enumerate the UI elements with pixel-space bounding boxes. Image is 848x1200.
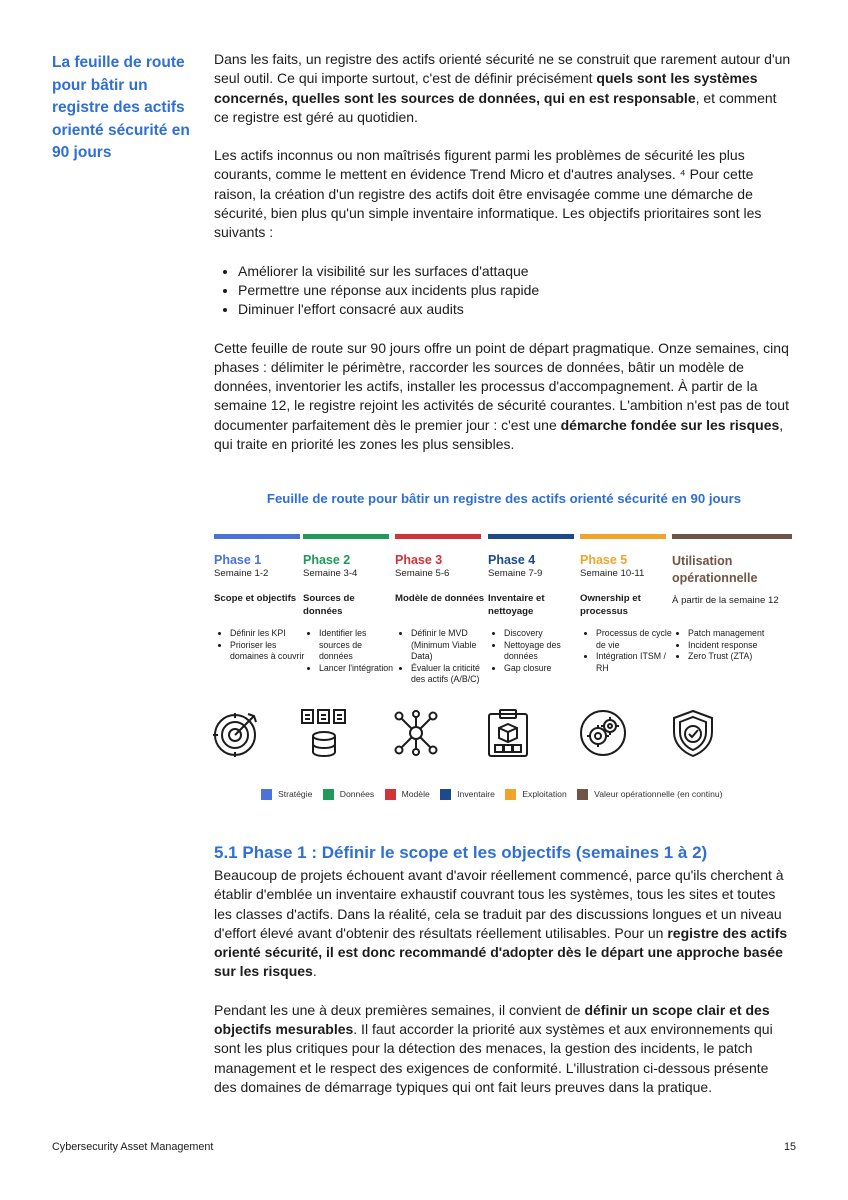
phase-topic: Ownership et processus — [580, 593, 641, 617]
page-number: 15 — [783, 1141, 796, 1153]
database-documents-icon — [299, 708, 349, 758]
list-item: • Processus de cycle de vie — [596, 628, 674, 651]
legend-swatch — [577, 789, 588, 800]
phase-4-column — [488, 534, 574, 673]
intro-paragraph-3: Cette feuille de route sur 90 jours offre un point de départ pragmatique. Onze semaines, cinq phases : délimiter le périmètre, raccorder les sources de données, bâtir un modèle de données, inventorier les actifs, installer les processus d'accompagnement. À partir de la semaine 12, le registre rejoint les activités de sécurité courantes. L'ambition n'est pas de tout documenter parfaitement dès le premier jour : c'est une démarche fondée sur les risques, qui traite en priorité les zones les plus sensibles. — [214, 339, 789, 453]
list-item: • Discovery — [504, 628, 582, 640]
phase-color-bar — [395, 534, 481, 539]
legend-swatch — [440, 789, 451, 800]
legend-item-inventaire: Inventaire — [440, 789, 495, 800]
legend-swatch — [323, 789, 334, 800]
phase-name: Phase 1 — [214, 553, 262, 567]
section-heading: 5.1 Phase 1 : Définir le scope et les objectifs (semaines 1 à 2) — [214, 843, 708, 862]
legend-item-exploitation: Exploitation — [505, 789, 566, 800]
phase-color-bar — [672, 534, 792, 539]
phase-color-bar — [580, 534, 666, 539]
legend-item-modele: Modèle — [385, 789, 430, 800]
legend-swatch — [385, 789, 396, 800]
intro-paragraph-1: Dans les faits, un registre des actifs orienté sécurité ne se construit que rarement autour d'un seul outil. Ce qui importe surtout, c'est de définir précisément quels sont les systèmes concernés, quelles sont les sources de données, qui en est responsable, et comment ce registre est géré au quotidien. — [214, 51, 791, 125]
phase-1-column — [214, 534, 305, 661]
list-item: • Zero Trust (ZTA) — [688, 651, 788, 663]
phase-items — [488, 628, 582, 674]
phase-items — [672, 628, 788, 663]
phase-color-bar — [303, 534, 389, 539]
operational-column — [672, 534, 792, 661]
phase-items — [580, 628, 674, 674]
phase-topic: Sources de données — [303, 593, 355, 617]
legend-swatch — [505, 789, 516, 800]
phase-name: Phase 2 — [303, 553, 351, 567]
legend-item-valeur: Valeur opérationnelle (en continu) — [577, 789, 722, 800]
phase-weeks: Semaine 10-11 — [580, 568, 645, 579]
phase-name: Utilisation opérationnelle — [672, 554, 758, 585]
footer-title: Cybersecurity Asset Management — [52, 1141, 214, 1153]
gears-icon — [578, 708, 628, 758]
list-item: • Permettre une réponse aux incidents plus rapide — [238, 281, 794, 300]
phase-topic: Inventaire et nettoyage — [488, 593, 545, 617]
phase-name: Phase 4 — [488, 553, 536, 567]
list-item: • Intégration ITSM / RH — [596, 651, 674, 674]
list-item: • Prioriser les domaines à couvrir — [230, 640, 308, 663]
phase-items — [395, 628, 489, 686]
shield-check-icon — [668, 708, 718, 758]
list-item: • Identifier les sources de données — [319, 628, 397, 663]
list-item: • Incident response — [688, 640, 788, 652]
list-item: • Diminuer l'effort consacré aux audits — [238, 300, 794, 319]
phase-5-column — [580, 534, 672, 673]
section-paragraph-1: Beaucoup de projets échouent avant d'avoir réellement commencé, parce qu'ils cherchent à établir d'emblée un inventaire exhaustif couvrant tous les systèmes, tous les sites et toutes les classes d'actifs. Dans la réalité, cela se traduit par des discussions longues et un niveau d'effort élevé avant d'obtenir des résultats réellement utilisables. Pour un registre des actifs orienté sécurité, il est donc recommandé d'adopter dès le départ une approche basée sur les risques. — [214, 867, 788, 980]
phase-topic: À partir de la semaine 12 — [672, 595, 779, 606]
sidebar-heading: La feuille de route pour bâtir un registre des actifs orienté sécurité en 90 jours — [52, 54, 190, 161]
phase-color-bar — [488, 534, 574, 539]
list-item: • Définir le MVD (Minimum Viable Data) — [411, 628, 489, 663]
phase-name: Phase 5 — [580, 553, 628, 567]
objectives-list — [214, 262, 794, 320]
phase-name: Phase 3 — [395, 553, 443, 567]
list-item: • Définir les KPI — [230, 628, 308, 640]
list-item: • Patch management — [688, 628, 788, 640]
intro-paragraph-2: Les actifs inconnus ou non maîtrisés figurent parmi les problèmes de sécurité les plus courants, comme le mettent en évidence Trend Micro et d'autres analyses. ⁴ Pour cette raison, la création d'un registre des actifs doit être envisagée comme une démarche de sécurité, bien plus qu'un simple inventaire informatique. Les objectifs prioritaires sont les suivants : — [214, 147, 762, 241]
section-paragraph-2: Pendant les une à deux premières semaines, il convient de définir un scope clair et des objectifs mesurables. Il faut accorder la priorité aux systèmes et aux environnements qui sont les plus critiques pour la détection des menaces, la gestion des incidents, le patch management et le respect des exigences de conformité. L'illustration ci-dessous présente des domaines de démarrage typiques qui ont fait leurs preuves dans la pratique. — [214, 1001, 773, 1095]
phase-weeks: Semaine 3-4 — [303, 568, 358, 579]
list-item: • Évaluer la criticité des actifs (A/B/C) — [411, 663, 489, 686]
phase-weeks: Semaine 1-2 — [214, 568, 269, 579]
legend-item-strategie: Stratégie — [261, 789, 312, 800]
clipboard-boxes-icon — [483, 708, 533, 758]
phase-weeks: Semaine 5-6 — [395, 568, 450, 579]
list-item: • Nettoyage des données — [504, 640, 582, 663]
phase-topic: Scope et objectifs — [214, 593, 297, 604]
phase-items — [214, 628, 308, 663]
phase-2-column — [303, 534, 394, 673]
list-item: • Lancer l'intégration — [319, 663, 397, 675]
phase-topic: Modèle de données — [395, 593, 485, 604]
intro-text — [214, 50, 794, 473]
target-icon — [212, 708, 262, 758]
phase-weeks: Semaine 7-9 — [488, 568, 543, 579]
list-item: • Améliorer la visibilité sur les surfaces d'attaque — [238, 262, 794, 281]
diagram-legend — [261, 789, 731, 800]
network-nodes-icon — [391, 708, 441, 758]
section-text — [214, 866, 794, 1116]
diagram-title: Feuille de route pour bâtir un registre des actifs orienté sécurité en 90 jours — [266, 491, 742, 506]
phase-color-bar — [214, 534, 300, 539]
legend-item-donnees: Données — [323, 789, 374, 800]
legend-swatch — [261, 789, 272, 800]
list-item: • Gap closure — [504, 663, 582, 675]
phase-3-column — [395, 534, 485, 684]
phase-items — [303, 628, 397, 674]
